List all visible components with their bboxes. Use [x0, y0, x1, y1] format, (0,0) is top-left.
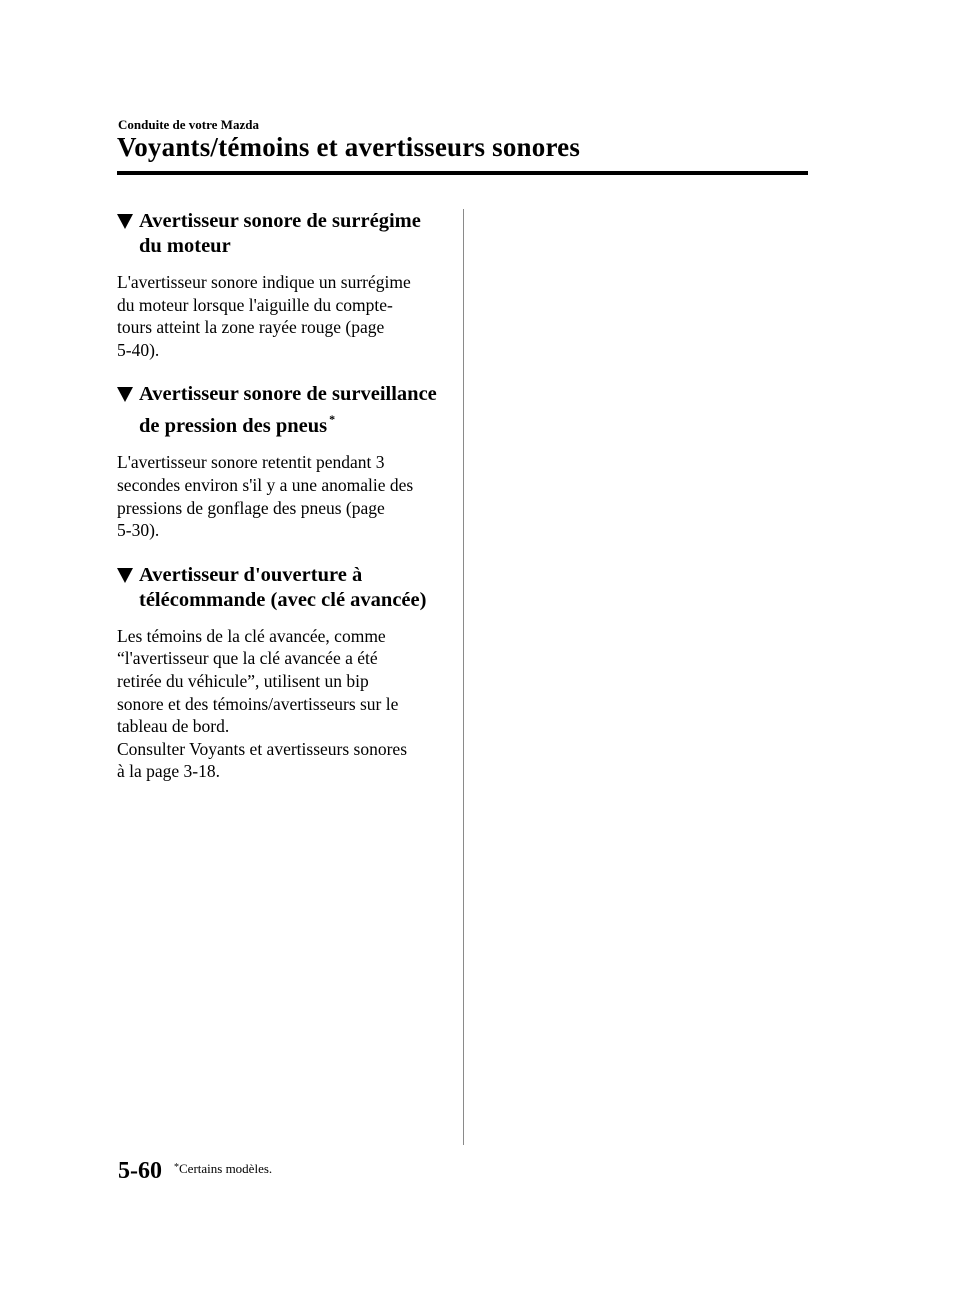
page-footer [118, 1158, 272, 1185]
asterisk-icon: * [329, 412, 336, 427]
column-divider [463, 209, 464, 1145]
footnote-text: Certains modèles. [179, 1161, 273, 1177]
triangle-down-icon [117, 214, 133, 229]
page-number: 5-60 [118, 1158, 162, 1184]
triangle-down-icon [117, 568, 133, 583]
asterisk-icon: * [174, 1162, 179, 1174]
section-heading-text: Avertisseur sonore de surrégime du moteur [139, 210, 421, 257]
title-rule [117, 171, 808, 175]
section-body: L'avertisseur sonore indique un surrégime du moteur lorsque l'aiguille du compte- tours atteint la zone rayée rouge (page 5-40). [117, 272, 411, 360]
section-overrev-warning [117, 209, 447, 361]
section-body: L'avertisseur sonore retentit pendant 3 secondes environ s'il y a une anomalie des pressions de gonflage des pneus (page 5-30). [117, 452, 414, 541]
section-heading-text: Avertisseur d'ouverture à télécommande (avec clé avancée) [139, 563, 427, 611]
section-tpms-warning [117, 382, 447, 541]
section-body: Les témoins de la clé avancée, comme “l'avertisseur que la clé avancée a été retirée du véhicule”, utilisent un bip sonore et des témoins/avertisseurs sur le tableau de bord. Consulter Voyants et avertisseurs sonores à la page 3-18. [117, 625, 408, 782]
section-heading [117, 209, 447, 259]
section-heading-text: Avertisseur sonore de surveillance de pression des pneus [139, 383, 437, 438]
triangle-down-icon [117, 387, 133, 402]
page-title: Voyants/témoins et avertisseurs sonores [117, 132, 581, 162]
section-heading [117, 382, 447, 439]
section-heading [117, 563, 447, 613]
chapter-label: Conduite de votre Mazda [118, 117, 259, 132]
left-column [117, 209, 447, 804]
section-keyless-warning [117, 563, 447, 783]
